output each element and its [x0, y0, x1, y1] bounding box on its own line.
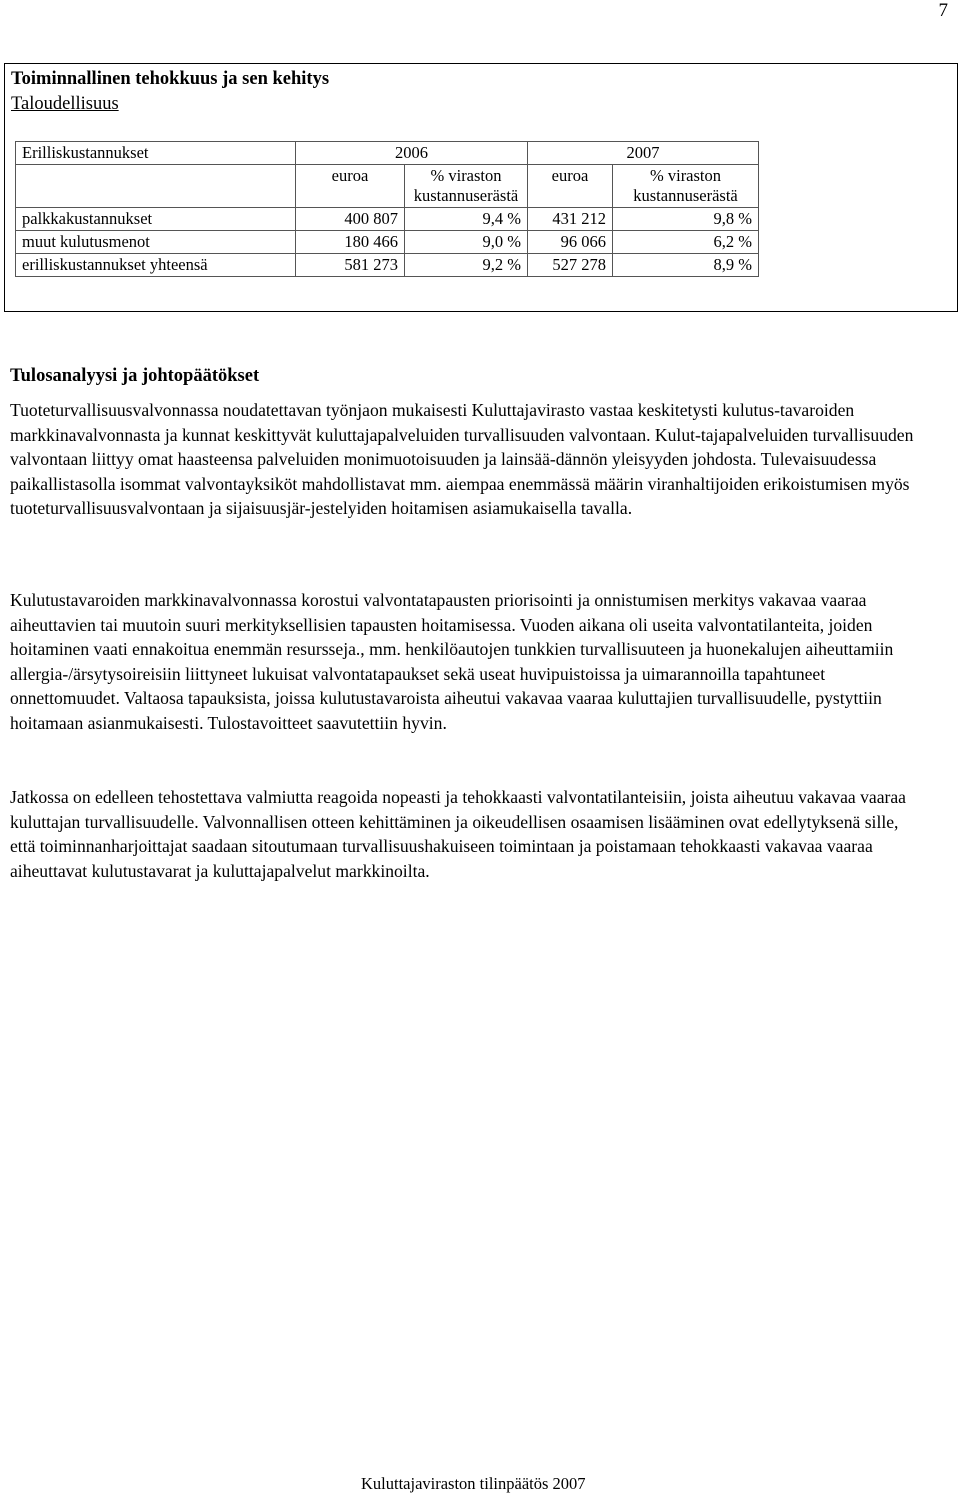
paragraph-1: Tuoteturvallisuusvalvonnassa noudatettavan työnjaon mukaisesti Kuluttajavirasto vastaa keskitetysti kulutus-tavaroiden markkinavalvonnasta ja kunnat keskittyvät kuluttajapalveluiden turvallisuuden valvontaan. Kulut-tajapalveluiden turvallisuuden valvontaan liittyy omat haasteensa palveluiden monimuotoisuuden ja lainsää-dännön yleisyyden johdosta. Tulevaisuudessa paikallistasolla isommat valvontayksiköt mahdollistavat mm. aiempaa enemmässä määrin viranhaltijoiden erikoistumisen myös tuoteturvallisuusvalvontaan ja sijaisuusjär-jestelyiden hoitamisen asiamukaisella tavalla.	[10, 400, 914, 519]
cell-value: 9,0 %	[405, 231, 528, 254]
col-label-pct-2006: % viraston kustannuserästä	[405, 165, 528, 208]
cell-value: 431 212	[528, 208, 613, 231]
table-row	[16, 231, 759, 254]
box-subtitle: Taloudellisuus	[11, 94, 119, 114]
cell-value: 527 278	[528, 254, 613, 277]
cell-value: 180 466	[296, 231, 405, 254]
row-label: muut kulutusmenot	[16, 231, 296, 254]
cell-value: 9,2 %	[405, 254, 528, 277]
col-label-euro-2006: euroa	[296, 165, 405, 208]
table-row	[16, 254, 759, 277]
table-header-label: Erilliskustannukset	[16, 142, 296, 165]
cost-table	[15, 141, 759, 277]
box-title: Toiminnallinen tehokkuus ja sen kehitys	[11, 69, 330, 89]
page-number: 7	[938, 0, 948, 21]
row-label: erilliskustannukset yhteensä	[16, 254, 296, 277]
cell-value: 8,9 %	[613, 254, 759, 277]
empty-cell	[16, 165, 296, 208]
col-label-euro-2007: euroa	[528, 165, 613, 208]
table-subheader-row	[16, 165, 759, 208]
table-row	[16, 208, 759, 231]
footer: Kuluttajaviraston tilinpäätös 2007	[361, 1474, 586, 1493]
year-2007: 2007	[528, 142, 759, 165]
cell-value: 9,8 %	[613, 208, 759, 231]
paragraph-3: Jatkossa on edelleen tehostettava valmiutta reagoida nopeasti ja tehokkaasti valvontatilanteisiin, joista aiheutuu vakavaa vaaraa kuluttajan turvallisuudelle. Valvonnallisen otteen kehittäminen ja oikeudellisen osaamisen lisääminen ovat edellytyksenä sille, että toiminnanharjoittajat saadaan sitoutumaan turvallisuushakuiseen toimintaan ja poistamaan tehokkaasti vakavaa vaaraa aiheuttavat kulutustavarat ja kuluttajapalvelut markkinoilta.	[10, 787, 906, 881]
table-header-row	[16, 142, 759, 165]
cell-value: 9,4 %	[405, 208, 528, 231]
cell-value: 581 273	[296, 254, 405, 277]
year-2006: 2006	[296, 142, 528, 165]
cell-value: 96 066	[528, 231, 613, 254]
efficiency-box	[4, 63, 958, 312]
paragraph-2: Kulutustavaroiden markkinavalvonnassa korostui valvontatapausten priorisointi ja onnistumisen merkitys vakavaa vaaraa aiheuttavien tai muutoin suuri merkityksellisien tapausten hoitamisessa. Vuoden aikana oli useita valvontatilanteita, joiden hoitaminen vaati ennakoitua enemmän resursseja., mm. henkilöautojen tunkkien turvallisuuteen ja huonekalujen aiheuttamiin allergia-/ärsytysoireisiin liittyneet lukuisat valvontatapaukset sekä useat huvipuistoissa ja uimarannoilla tapahtuneet onnettomuudet. Valtaosa tapauksista, joissa kulutustavaroista aiheutui vakavaa vaaraa kuluttajien turvallisuudelle, pystyttiin hoitamaan asianmukaisesti. Tulostavoitteet saavutettiin hyvin.	[10, 590, 894, 733]
cell-value: 400 807	[296, 208, 405, 231]
cell-value: 6,2 %	[613, 231, 759, 254]
row-label: palkkakustannukset	[16, 208, 296, 231]
section-heading: Tulosanalyysi ja johtopäätökset	[10, 366, 260, 386]
col-label-pct-2007: % viraston kustannuserästä	[613, 165, 759, 208]
